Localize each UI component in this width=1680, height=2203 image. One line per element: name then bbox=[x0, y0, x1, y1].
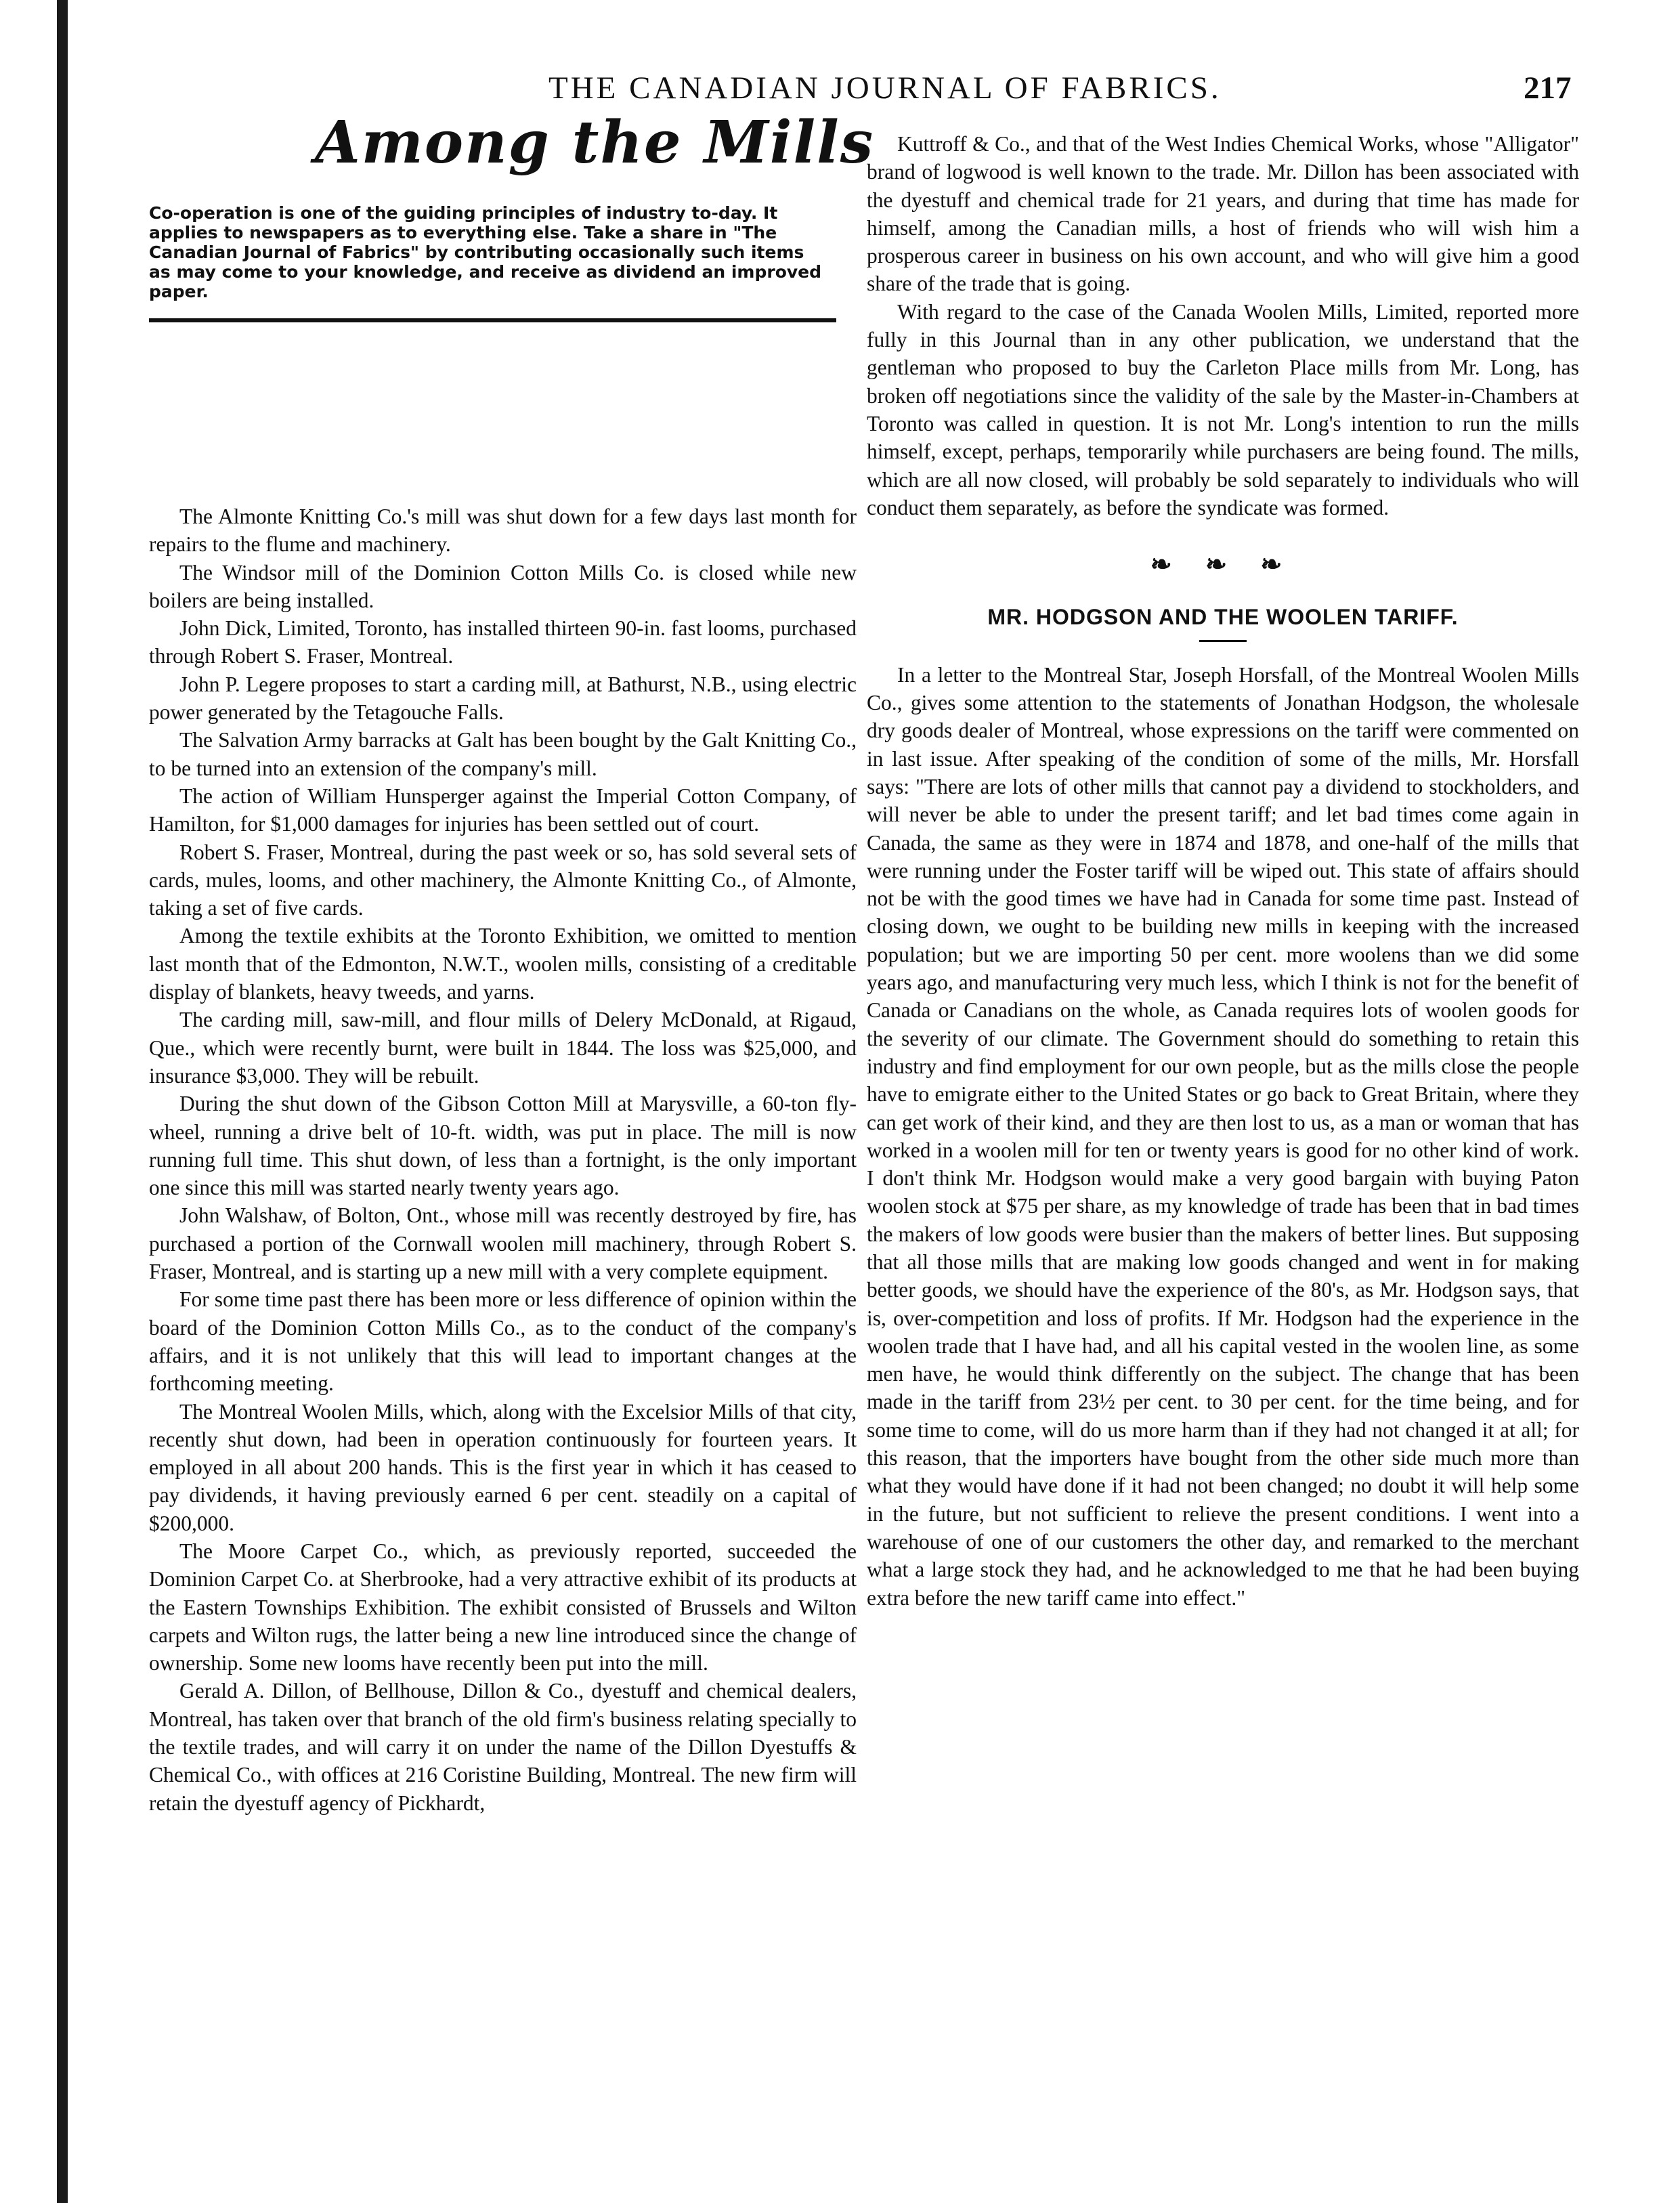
news-item: John P. Legere proposes to start a carding mill, at Bathurst, N.B., using electric power generated by the Tetagouche Falls. bbox=[149, 672, 857, 725]
news-item: The Windsor mill of the Dominion Cotton Mills Co. is closed while new boilers are being installed. bbox=[149, 560, 857, 612]
news-item: Among the textile exhibits at the Toronto Exhibition, we omitted to mention last month that of the Edmonton, N.W.T., woolen mills, consisting of a creditable display of blankets, heavy tweeds, and yarns. bbox=[149, 924, 857, 1004]
news-item: Gerald A. Dillon, of Bellhouse, Dillon & Co., dyestuff and chemical dealers, Montreal, has taken over that branch of the old firm's business relating specially to the textile trades, and will carry it on under the name of the Dillon Dyestuffs & Chemical Co., with offices at 216 Coristine Building, Montreal. The new firm will retain the dyestuff agency of Pickhardt, bbox=[149, 1679, 857, 1815]
news-item: The Montreal Woolen Mills, which, along with the Excelsior Mills of that city, recently shut down, had been in operation continuously for fourteen years. It employed in all about 200 hands. This is the first year in which it has ceased to pay dividends, it having previously earned 6 per cent. steadily on a capital of $200,000. bbox=[149, 1399, 857, 1535]
section-heading: MR. HODGSON AND THE WOOLEN TARIFF. bbox=[987, 605, 1459, 630]
news-item: For some time past there has been more or less difference of opinion within the board of the Dominion Cotton Mills Co., as to the conduct of the company's affairs, and it is not unlikely that this will lead to important changes at the forthcoming meeting. bbox=[149, 1287, 857, 1396]
news-item: John Dick, Limited, Toronto, has installed thirteen 90-in. fast looms, purchased through Robert S. Fraser, Montreal. bbox=[149, 616, 857, 668]
masthead-title: Among the Mills bbox=[315, 108, 875, 177]
continued-news-item: Kuttroff & Co., and that of the West Indies Chemical Works, whose "Alligator" brand of logwood is well known to the trade. Mr. Dillon has been associated with the dyestuff and chemical trade for 21 years, and during that time has made for himself, among the Canadian mills, a host of friends who will wish him a prosperous career in business on his own account, and who will give him a good share of the trade that is going. bbox=[867, 132, 1579, 296]
masthead-rule bbox=[149, 318, 836, 322]
news-item: The Moore Carpet Co., which, as previously reported, succeeded the Dominion Carpet Co. at Sherbrooke, had a very attractive exhibit of its products at the Eastern Townships Exhibition. The exhibit consisted of Brussels and Wilton carpets and Wilton rugs, the latter being a new line introduced since the change of ownership. Some new looms have recently been put into the mill. bbox=[149, 1539, 857, 1675]
news-item: The Salvation Army barracks at Galt has been bought by the Galt Knitting Co., to be turned into an extension of the company's mill. bbox=[149, 728, 857, 780]
news-item: Robert S. Fraser, Montreal, during the past week or so, has sold several sets of cards, mules, looms, and other machinery, the Almonte Knitting Co., of Almonte, taking a set of five cards. bbox=[149, 840, 857, 920]
news-item: During the shut down of the Gibson Cotton Mill at Marysville, a 60-ton fly-wheel, running a drive belt of 10-ft. width, was put in place. The mill is now running full time. This shut down, of less than a fortnight, is the only important one since this mill was started nearly twenty years ago. bbox=[149, 1092, 857, 1200]
news-item: John Walshaw, of Bolton, Ont., whose mill was recently destroyed by fire, has purchased a portion of the Cornwall woolen mill machinery, through Robert S. Fraser, Montreal, and is starting up a new mill with a very complete equipment. bbox=[149, 1203, 857, 1284]
masthead-gap bbox=[149, 332, 857, 502]
masthead bbox=[149, 108, 875, 332]
page-number: 217 bbox=[1524, 70, 1572, 106]
right-column bbox=[867, 130, 1579, 1612]
news-item: The action of William Hunsperger against the Imperial Cotton Company, of Hamilton, for $1,000 damages for injuries has been settled out of court. bbox=[149, 784, 857, 836]
binding-edge bbox=[57, 0, 68, 2203]
news-item: The Almonte Knitting Co.'s mill was shut down for a few days last month for repairs to the flume and machinery. bbox=[149, 505, 857, 557]
journal-title: THE CANADIAN JOURNAL OF FABRICS. bbox=[548, 70, 1222, 106]
news-item: The carding mill, saw-mill, and flour mills of Delery McDonald, at Rigaud, Que., which were recently burnt, were built in 1844. The loss was $25,000, and insurance $3,000. They will be rebuilt. bbox=[149, 1008, 857, 1088]
news-item: With regard to the case of the Canada Woolen Mills, Limited, reported more fully in this Journal than in any other publication, we understand that the gentleman who proposed to buy the Carleton Place mills from Mr. Long, has broken off negotiations since the validity of the sale by the Master-in-Chambers at Toronto was called in question. It is not Mr. Long's intention to run the mills himself, except, perhaps, temporarily while purchasers are being found. The mills, which are all now closed, will probably be sold separately to individuals who will conduct them separately, as before the syndicate was formed. bbox=[867, 299, 1579, 519]
section-ornament: ❧ ❧ ❧ bbox=[1150, 551, 1296, 580]
heading-rule bbox=[1199, 640, 1247, 642]
left-column bbox=[149, 108, 875, 1817]
page-header bbox=[0, 64, 1680, 112]
article-body: In a letter to the Montreal Star, Joseph Horsfall, of the Montreal Woolen Mills Co., gives some attention to the statements of Jonathan Hodgson, the wholesale dry goods dealer of Montreal, whose expressions on the tariff were commented on in last issue. After speaking of the condition of some of the mills, Mr. Horsfall says: "There are lots of other mills that cannot pay a dividend to stockholders, and will never be able to under the present tariff; and let bad times come again in Canada, the same as they were in 1874 and 1878, and one-half of the mills that were running under the Foster tariff will be wiped out. This state of affairs should not be with the good times we have had in Canada for some time past. Instead of closing down, we ought to be building new mills in keeping with the increased population; but we are importing 50 per cent. more woolens than we did some years ago, and manufacturing very much less, which I think is not for the benefit of Canada or Canadians on the whole, as Canada requires lots of woolen goods for the severity of our climate. The Government should do something to retain this industry and find employment for our own people, but as the mills close the people have to emigrate either to the United States or go back to Great Britain, where they can get work of their kind, and they are then lost to us, as a man or woman that has worked in a woolen mill for ten or twenty years is good for no other kind of work. I don't think Mr. Hodgson would make a very good bargain with buying Paton woolen stock at $75 per share, as my knowledge of trade has been that in bad times the makers of low goods were busier than the makers of better lines. But supposing that all those mills that are making low goods changed and went in for making better goods, we should have the experience of the 80's, as Mr. Hodgson says, that is, over-competition and loss of profits. If Mr. Hodgson had the experience in the woolen trade that I have had, and all his capital vested in the woolen line, as some men have, he would think differently on the subject. The change that has been made in the tariff from 23½ per cent. to 30 per cent. for the time being, and for some time to come, will do us more harm than if they had not changed it at all; for this reason, that the importers have bought from the other side much more than what they would have done if it had not been changed; no doubt it will help some in the future, but not sufficient to relieve the present conditions. I went into a warehouse of one of our customers the other day, and remarked to the merchant what a large stock they had, and he acknowledged to me that he had been buying extra before the new tariff came into effect." bbox=[867, 662, 1579, 1610]
masthead-notice: Co-operation is one of the guiding principles of industry to-day. It applies to newspapers as to everything else. Take a share in "The Canadian Journal of Fabrics" by contributing occasionally such items as may come to your knowledge, and receive as dividend an improved paper. bbox=[149, 203, 822, 301]
